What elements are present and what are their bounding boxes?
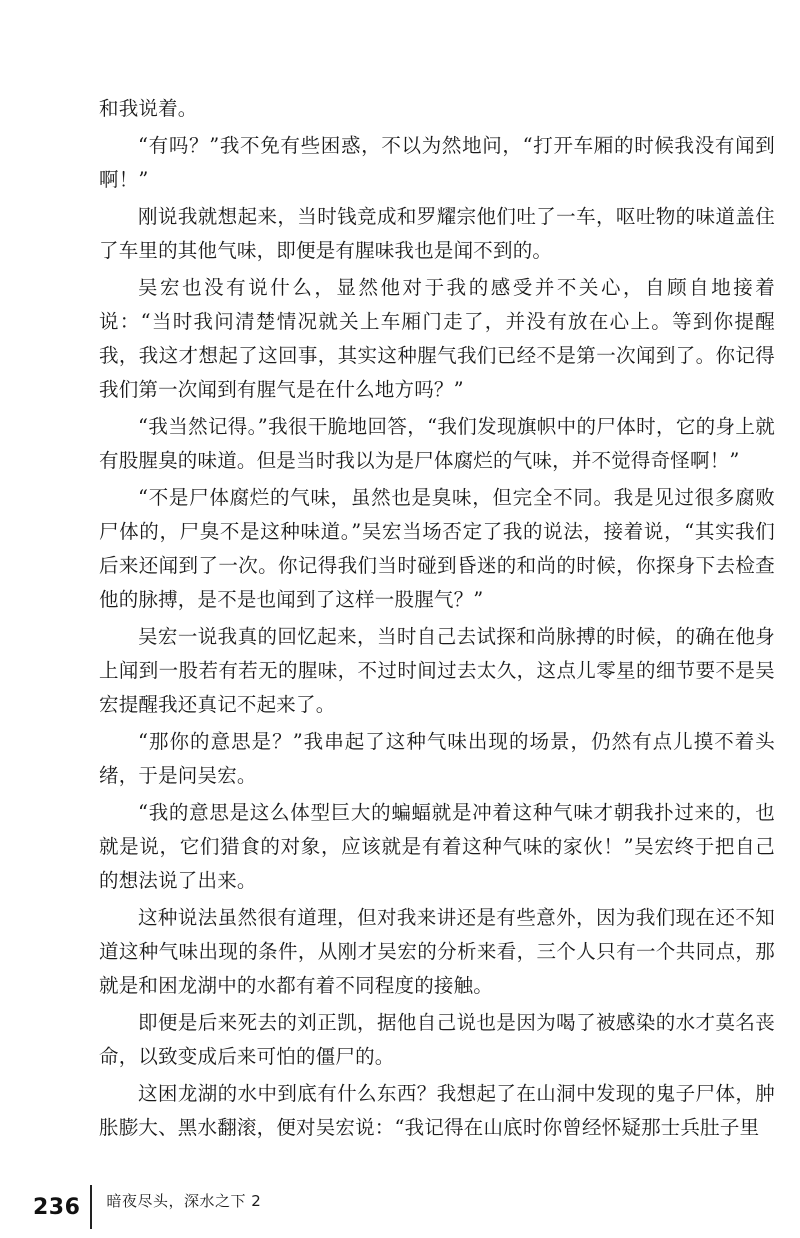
- paragraph-12: 这困龙湖的水中到底有什么东西？我想起了在山洞中发现的鬼子尸体，肿胀膨大、黑水翻滚，便对吴宏说：“我记得在山底时你曾经怀疑那士兵肚子里: [99, 1082, 775, 1139]
- paragraph-4: 吴宏也没有说什么，显然他对于我的感受并不关心，自顾自地接着说：“当时我问清楚情况就关上车厢门走了，并没有放在心上。等到你提醒我，我这才想起了这回事，其实这种腥气我们已经不是第一次闻到了。你记得我们第一次闻到有腥气是在什么地方吗？”: [99, 276, 775, 401]
- paragraph-1: 和我说着。: [99, 97, 198, 120]
- paragraph-5: “我当然记得。”我很干脆地回答，“我们发现旗帜中的尸体时，它的身上就有股腥臭的味道。但是当时我以为是尸体腐烂的气味，并不觉得奇怪啊！”: [99, 415, 775, 472]
- page-number: 236: [33, 1194, 81, 1220]
- page-footer: [33, 1183, 261, 1231]
- page-body: [99, 92, 775, 1152]
- paragraph-7: 吴宏一说我真的回忆起来，当时自己去试探和尚脉搏的时候，的确在他身上闻到一股若有若无的腥味，不过时间过去太久，这点儿零星的细节要不是吴宏提醒我还真记不起来了。: [99, 625, 775, 716]
- paragraph-6: “不是尸体腐烂的气味，虽然也是臭味，但完全不同。我是见过很多腐败尸体的，尸臭不是这种味道。”吴宏当场否定了我的说法，接着说，“其实我们后来还闻到了一次。你记得我们当时碰到昏迷的和尚的时候，你探身下去检查他的脉搏，是不是也闻到了这样一股腥气？”: [99, 486, 775, 611]
- paragraph-10: 这种说法虽然很有道理，但对我来讲还是有些意外，因为我们现在还不知道这种气味出现的条件，从刚才吴宏的分析来看，三个人只有一个共同点，那就是和困龙湖中的水都有着不同程度的接触。: [99, 906, 775, 997]
- paragraph-9: “我的意思是这么体型巨大的蝙蝠就是冲着这种气味才朝我扑过来的，也就是说，它们猎食的对象，应该就是有着这种气味的家伙！”吴宏终于把自己的想法说了出来。: [99, 801, 775, 892]
- paragraph-11: 即便是后来死去的刘正凯，据他自己说也是因为喝了被感染的水才莫名丧命，以致变成后来可怕的僵尸的。: [99, 1011, 775, 1068]
- paragraph-2: “有吗？”我不免有些困惑，不以为然地问，“打开车厢的时候我没有闻到啊！”: [99, 134, 775, 191]
- paragraph-8: “那你的意思是？”我串起了这种气味出现的场景，仍然有点儿摸不着头绪，于是问吴宏。: [99, 730, 775, 787]
- running-book-title: 暗夜尽头，深水之下 2: [106, 1191, 262, 1210]
- footer-divider: [90, 1185, 92, 1229]
- paragraph-3: 刚说我就想起来，当时钱竞成和罗耀宗他们吐了一车，呕吐物的味道盖住了车里的其他气味，即便是有腥味我也是闻不到的。: [99, 205, 775, 262]
